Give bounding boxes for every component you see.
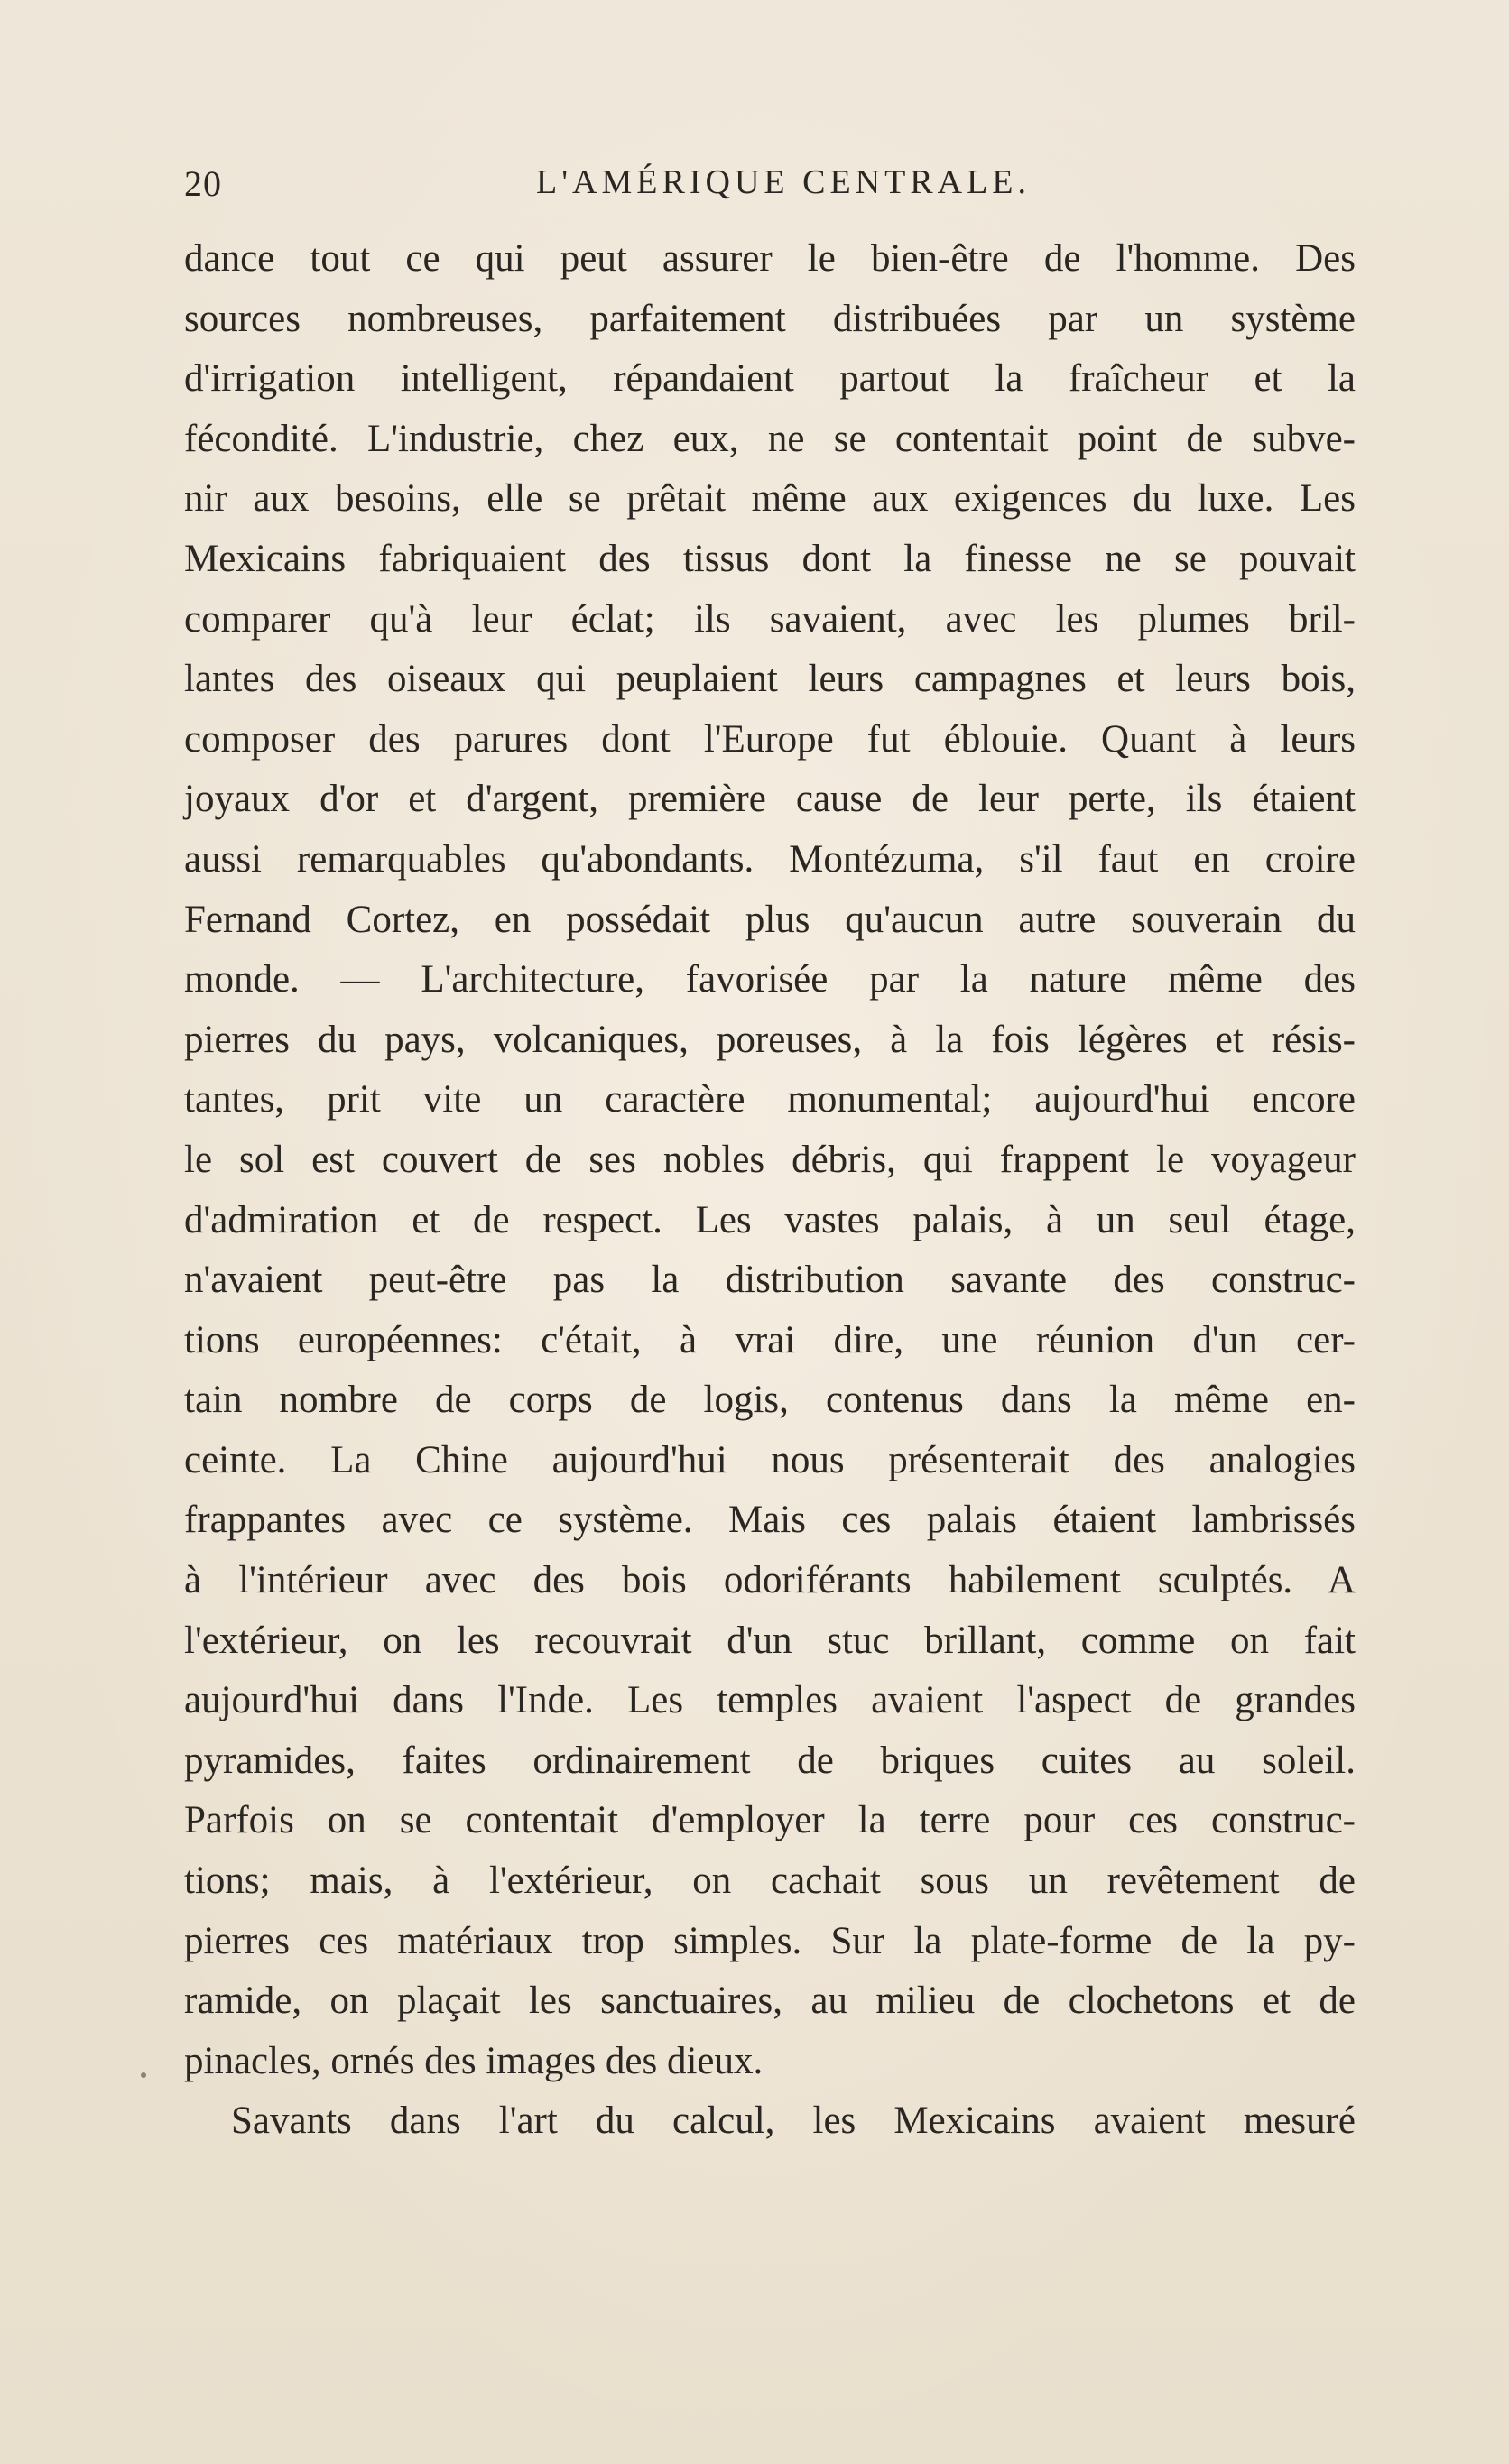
text-line: composer des parures dont l'Europe fut éblouie. Quant à leurs xyxy=(184,717,1356,761)
text-line: Fernand Cortez, en possédait plus qu'aucun autre souverain du xyxy=(184,898,1356,941)
text-line: pierres du pays, volcaniques, poreuses, à la fois légères et résis- xyxy=(184,1018,1356,1061)
text-line: aujourd'hui dans l'Inde. Les temples avaient l'aspect de grandes xyxy=(184,1679,1356,1722)
text-line: d'irrigation intelligent, répandaient partout la fraîcheur et la xyxy=(184,357,1356,401)
paragraph-start-line: Savants dans l'art du calcul, les Mexicains avaient mesuré xyxy=(231,2099,1356,2143)
text-line: monde. — L'architecture, favorisée par la nature même des xyxy=(184,958,1356,1001)
body-text xyxy=(184,229,1356,2152)
text-line: l'extérieur, on les recouvrait d'un stuc brillant, comme on fait xyxy=(184,1619,1356,1662)
text-line: Mexicains fabriquaient des tissus dont la finesse ne se pouvait xyxy=(184,537,1356,580)
text-line: dance tout ce qui peut assurer le bien-être de l'homme. Des xyxy=(184,237,1356,280)
text-line: n'avaient peut-être pas la distribution savante des construc- xyxy=(184,1259,1356,1302)
text-line: comparer qu'à leur éclat; ils savaient, avec les plumes bril- xyxy=(184,597,1356,641)
text-line: tain nombre de corps de logis, contenus dans la même en- xyxy=(184,1379,1356,1422)
margin-speck xyxy=(141,2072,146,2078)
page-number: 20 xyxy=(184,163,222,204)
text-line: frappantes avec ce système. Mais ces palais étaient lambrissés xyxy=(184,1499,1356,1542)
text-line: tantes, prit vite un caractère monumental; aujourd'hui encore xyxy=(184,1078,1356,1121)
text-line: pyramides, faites ordinairement de briques cuites au soleil. xyxy=(184,1739,1356,1782)
text-line: joyaux d'or et d'argent, première cause de leur perte, ils étaient xyxy=(184,778,1356,821)
text-line: nir aux besoins, elle se prêtait même aux exigences du luxe. Les xyxy=(184,477,1356,521)
text-line: Parfois on se contentait d'employer la terre pour ces construc- xyxy=(184,1799,1356,1842)
text-line: ceinte. La Chine aujourd'hui nous présenterait des analogies xyxy=(184,1438,1356,1481)
text-line: à l'intérieur avec des bois odoriférants habilement sculptés. A xyxy=(184,1559,1356,1602)
text-line: fécondité. L'industrie, chez eux, ne se contentait point de subve- xyxy=(184,417,1356,460)
paragraph-end-line: pinacles, ornés des images des dieux. xyxy=(184,2039,764,2082)
text-line: tions européennes: c'était, à vrai dire, une réunion d'un cer- xyxy=(184,1318,1356,1361)
text-line: d'admiration et de respect. Les vastes palais, à un seul étage, xyxy=(184,1198,1356,1241)
text-line: ramide, on plaçait les sanctuaires, au milieu de clochetons et de xyxy=(184,1980,1356,2023)
running-title: L'AMÉRIQUE CENTRALE. xyxy=(536,163,1032,201)
text-line: tions; mais, à l'extérieur, on cachait sous un revêtement de xyxy=(184,1860,1356,1903)
text-line: aussi remarquables qu'abondants. Montézuma, s'il faut en croire xyxy=(184,837,1356,881)
text-line: pierres ces matériaux trop simples. Sur la plate-forme de la py- xyxy=(184,1919,1356,1962)
text-line: sources nombreuses, parfaitement distribuées par un système xyxy=(184,297,1356,340)
text-line: lantes des oiseaux qui peuplaient leurs campagnes et leurs bois, xyxy=(184,658,1356,701)
running-head xyxy=(184,162,1357,213)
text-line: le sol est couvert de ses nobles débris, qui frappent le voyageur xyxy=(184,1138,1356,1181)
